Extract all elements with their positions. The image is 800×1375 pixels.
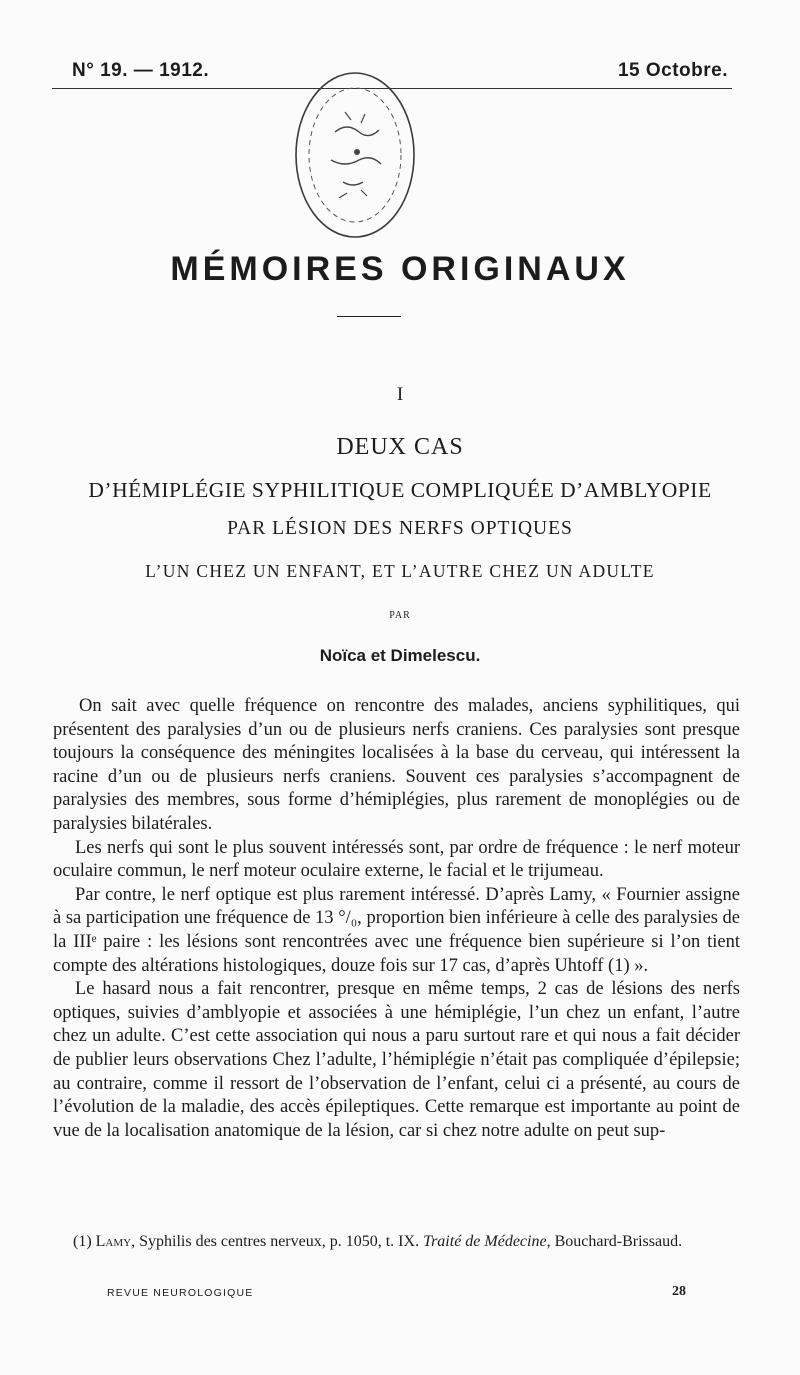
library-stamp (283, 62, 433, 247)
footnote (53, 1232, 740, 1252)
article-authors: Noïca et Dimelescu. (319, 646, 481, 665)
footnote-text-end: , Bouchard-Brissaud. (546, 1233, 683, 1250)
footnote-author: Lamy (95, 1233, 132, 1250)
page-number: 28 (672, 1284, 686, 1299)
article-title-line1: DEUX CAS (336, 434, 464, 460)
footnote-text: , Syphilis des centres nerveux, p. 1050, t. IX. (131, 1233, 424, 1250)
body-paragraph: Le hasard nous a fait rencontrer, presque en même temps, 2 cas de lésions des nerfs optiques, suivies d’amblyopie et associées à une hémiplégie, l’un chez un enfant, l’autre chez un adulte. C’est cette association qui nous a paru surtout rare et qui nous a fait décider de publier leurs observations Chez l’adulte, l’hémiplégie n’était pas compliquée d’épilepsie; au contraire, comme il ressort de l’observation de l’enfant, celui ci a présenté, au cours de l’évolution de la maladie, des accès épileptiques. Cette remarque est importante au point de vue de la localisation anatomique de la lésion, car si chez notre adulte on peut sup- (53, 979, 740, 1141)
article-body (53, 695, 740, 1143)
article-number: I (396, 384, 404, 405)
byline-par: PAR (389, 610, 411, 621)
body-paragraph: Par contre, le nerf optique est plus rarement intéressé. D’après Lamy, « Fournier assigne à sa participation une fréquence de 13 °/₀, proportion bien inférieure à celle des paralysies de la IIIᵉ paire : les lésions sont rencontrées avec une fréquence bien supérieure si l’on tient compte des altérations histologiques, douze fois sur 17 cas, d’après Uhtoff (1) ». (53, 884, 740, 976)
article-title-line3: PAR LÉSION DES NERFS OPTIQUES (227, 518, 573, 539)
body-paragraph: On sait avec quelle fréquence on rencontre des malades, anciens syphilitiques, qui présentent des paralysies d’un ou de plusieurs nerfs craniens. Ces paralysies sont presque toujours la conséquence des méningites localisées à la base du cerveau, qui intéressent la racine d’un ou de plusieurs nerfs craniens. Souvent ces paralysies s’accompagnent de paralysies des membres, sous forme d’hémiplégies, plus rarement de monoplégies ou de paralysies bilatérales. (53, 696, 740, 834)
section-title: MÉMOIRES ORIGINAUX (170, 250, 630, 288)
journal-name: REVUE NEUROLOGIQUE (107, 1287, 254, 1299)
issue-number: N° 19. — 1912. (72, 60, 210, 81)
footnote-marker: (1) (73, 1233, 96, 1250)
article-title-line2: D’HÉMIPLÉGIE SYPHILITIQUE COMPLIQUÉE D’AMBLYOPIE (88, 478, 712, 502)
footnote-work: Traité de Médecine (423, 1233, 547, 1250)
article-title-line4: L’UN CHEZ UN ENFANT, ET L’AUTRE CHEZ UN ADULTE (145, 561, 655, 581)
body-paragraph: Les nerfs qui sont le plus souvent intéressés sont, par ordre de fréquence : le nerf moteur oculaire commun, le nerf moteur oculaire externe, le facial et le trijumeau. (53, 837, 740, 882)
issue-date: 15 Octobre. (617, 60, 728, 81)
title-rule (337, 316, 401, 317)
